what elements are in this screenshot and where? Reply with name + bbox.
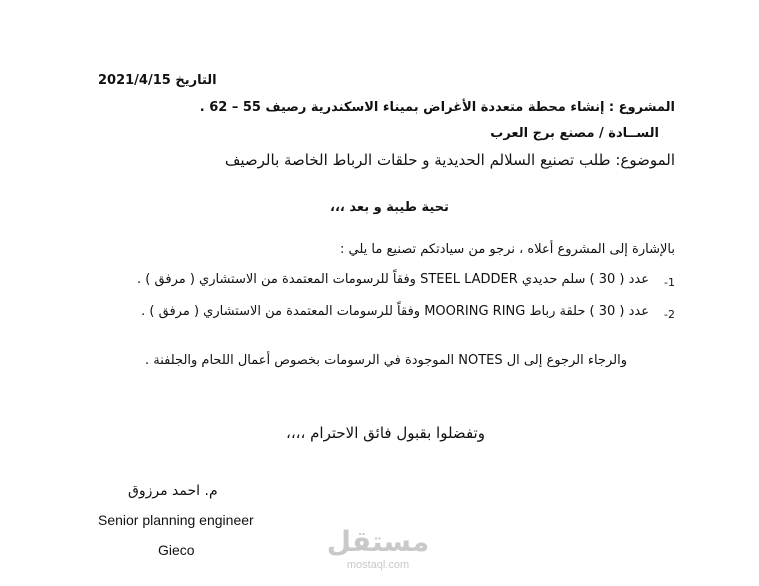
date-value: 2021/4/15 [98,73,171,88]
intro-paragraph: بالإشارة إلى المشروع أعلاه ، نرجو من سيادتكم تصنيع ما يلي : [340,242,675,257]
watermark-sub: mostaql.com [346,559,410,571]
watermark-main: مستقل [326,525,430,558]
date-label: التاريخ [175,73,217,88]
list-item-number: -1 [664,276,675,289]
watermark-logo [318,525,438,586]
list-item: عدد ( 30 ) حلقة رباط MOORING RING وفقاً للرسومات المعتمدة من الاستشاري ( مرفق ) . [141,304,649,319]
date-line [98,74,217,87]
greeting: تحية طيبة و بعد ،،، [330,200,449,215]
signature-company: Gieco [158,542,195,558]
signature-title: Senior planning engineer [98,512,254,528]
subject-line: الموضوع: طلب تصنيع السلالم الحديدية و حلقات الرباط الخاصة بالرصيف [224,151,675,169]
closing-line: وتفضلوا بقبول فائق الاحترام ،،،، [286,424,485,442]
list-item: عدد ( 30 ) سلم حديدي STEEL LADDER وفقاً للرسومات المعتمدة من الاستشاري ( مرفق ) . [137,272,649,287]
project-line: المشروع : إنشاء محطة متعددة الأغراض بميناء الاسكندرية رصيف 55 – 62 . [199,100,675,115]
list-item-number: -2 [664,308,675,321]
addressee: الســادة / مصنع برج العرب [490,126,659,141]
notes-paragraph: والرجاء الرجوع إلى ال NOTES الموجودة في الرسومات بخصوص أعمال اللحام والجلفنة . [145,353,627,368]
signature-name: م. احمد مرزوق [128,483,218,499]
